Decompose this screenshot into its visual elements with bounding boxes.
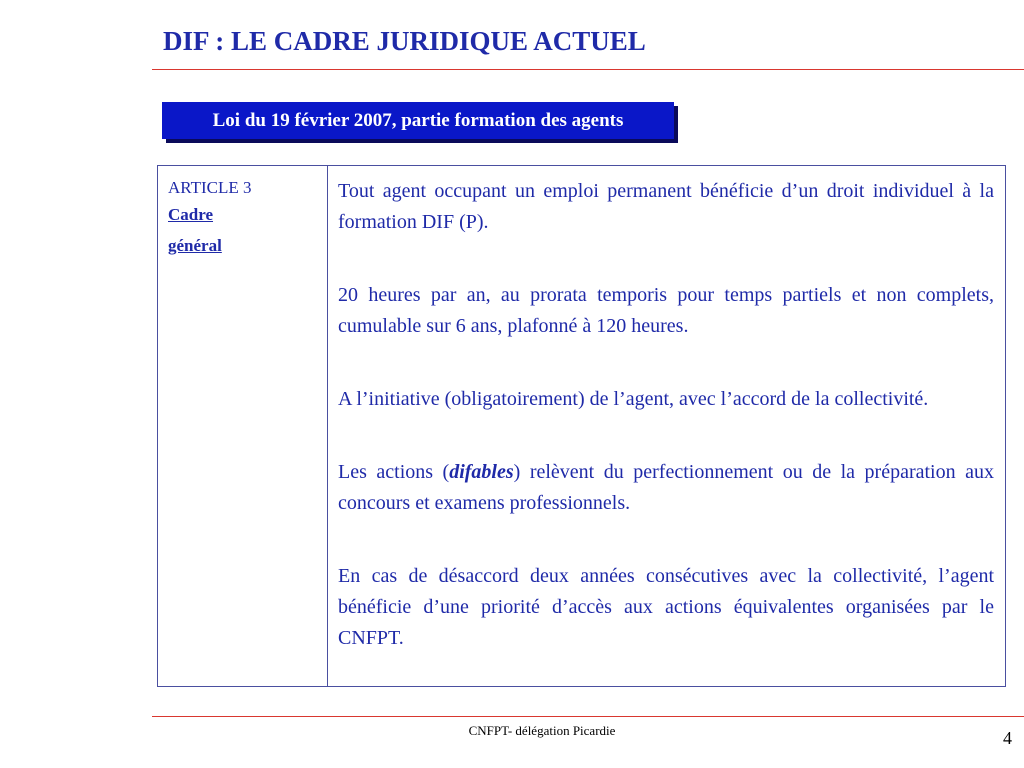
article-heading-line1: Cadre: [168, 205, 214, 224]
difables-emphasis: difables: [449, 461, 514, 483]
slide-title: DIF : LE CADRE JURIDIQUE ACTUEL: [163, 26, 646, 56]
article-paragraph-5: En cas de désaccord deux années consécutives avec la collectivité, l’agent bénéficie d’une priorité d’accès aux actions équivalentes organisées par le CNFPT.: [338, 565, 994, 649]
footer-text: CNFPT- délégation Picardie: [468, 723, 616, 738]
title-divider: [152, 69, 1024, 70]
footer-divider: [152, 716, 1024, 717]
article-number: ARTICLE 3: [168, 178, 252, 197]
article-heading-line2: général: [168, 236, 222, 255]
article-paragraph-4: [338, 457, 994, 519]
paragraph-4-start: Les actions (: [338, 461, 450, 483]
article-paragraph-1: Tout agent occupant un emploi permanent bénéficie d’un droit individuel à la formation DIF (P).: [338, 180, 994, 233]
article-content-column: [328, 166, 1005, 686]
article-table: [157, 165, 1006, 687]
article-label-column: [158, 166, 328, 686]
article-paragraph-3: A l’initiative (obligatoirement) de l’agent, avec l’accord de la collectivité.: [338, 388, 929, 410]
paragraph-4-end: ) relèvent du perfectionnement ou de la préparation aux concours et examens professionnels.: [338, 461, 995, 514]
article-paragraph-2: 20 heures par an, au prorata temporis pour temps partiels et non complets, cumulable sur 6 ans, plafonné à 120 heures.: [338, 284, 994, 337]
subtitle-banner: Loi du 19 février 2007, partie formation des agents: [162, 102, 674, 139]
page-number: 4: [1003, 728, 1012, 748]
